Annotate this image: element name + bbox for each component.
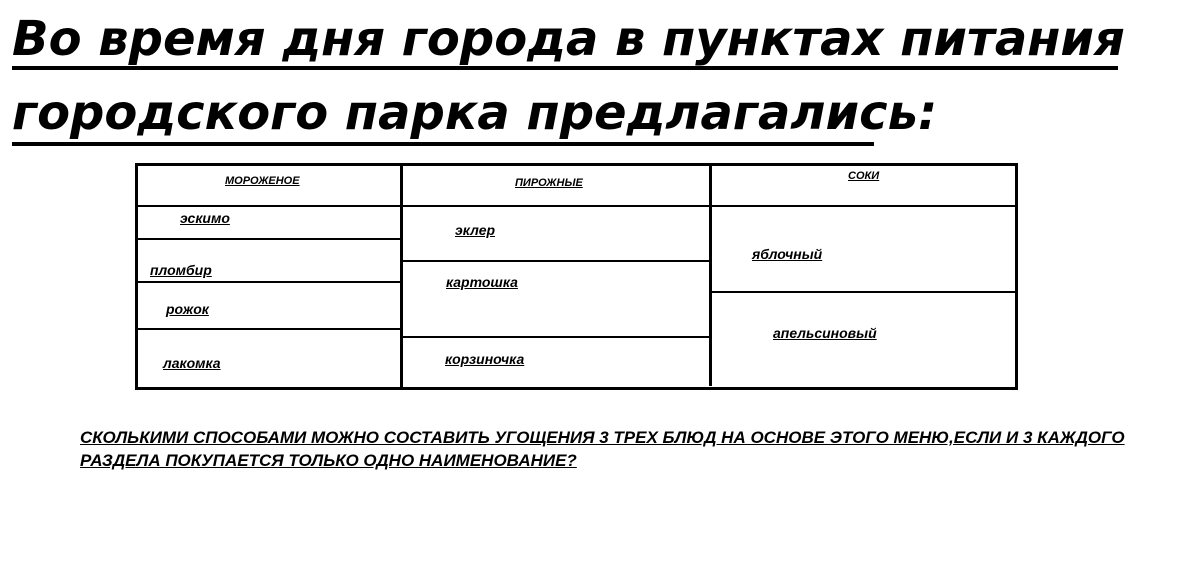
row-divider: [137, 328, 400, 330]
ice-cream-item: лакомка: [163, 355, 221, 371]
juice-item: апельсиновый: [773, 325, 877, 341]
ice-cream-item: рожок: [166, 301, 209, 317]
title-underline-2: [12, 142, 874, 146]
ice-cream-item: эскимо: [180, 210, 230, 226]
row-divider: [403, 260, 709, 262]
pastry-item: корзиночка: [445, 351, 525, 367]
menu-table: [135, 163, 1018, 390]
header-ice-cream: МОРОЖЕНОЕ: [225, 175, 300, 187]
title-line-2: городского парка предлагались:: [12, 85, 938, 141]
header-divider: [135, 205, 1018, 207]
juice-item: яблочный: [752, 246, 823, 262]
title-underline-1: [12, 66, 1118, 70]
header-juices: СОКИ: [848, 170, 880, 182]
column-divider: [400, 163, 403, 390]
ice-cream-item: пломбир: [150, 262, 212, 278]
row-divider: [137, 281, 400, 283]
question-text: СКОЛЬКИМИ СПОСОБАМИ МОЖНО СОСТАВИТЬ УГОЩЕНИЯ 3 ТРЕХ БЛЮД НА ОСНОВЕ ЭТОГО МЕНЮ,ЕСЛИ И 3 КАЖДОГО РАЗДЕЛА ПОКУПАЕТСЯ ТОЛЬКО ОДНО НАИМЕНОВАНИЕ?: [80, 428, 1125, 470]
column-divider: [709, 163, 712, 386]
header-pastries: ПИРОЖНЫЕ: [515, 177, 583, 189]
row-divider: [712, 291, 1015, 293]
row-divider: [137, 238, 400, 240]
pastry-item: картошка: [446, 274, 518, 290]
row-divider: [403, 336, 709, 338]
title-line-1: Во время дня города в пунктах питания: [12, 11, 1125, 67]
pastry-item: эклер: [455, 222, 496, 238]
